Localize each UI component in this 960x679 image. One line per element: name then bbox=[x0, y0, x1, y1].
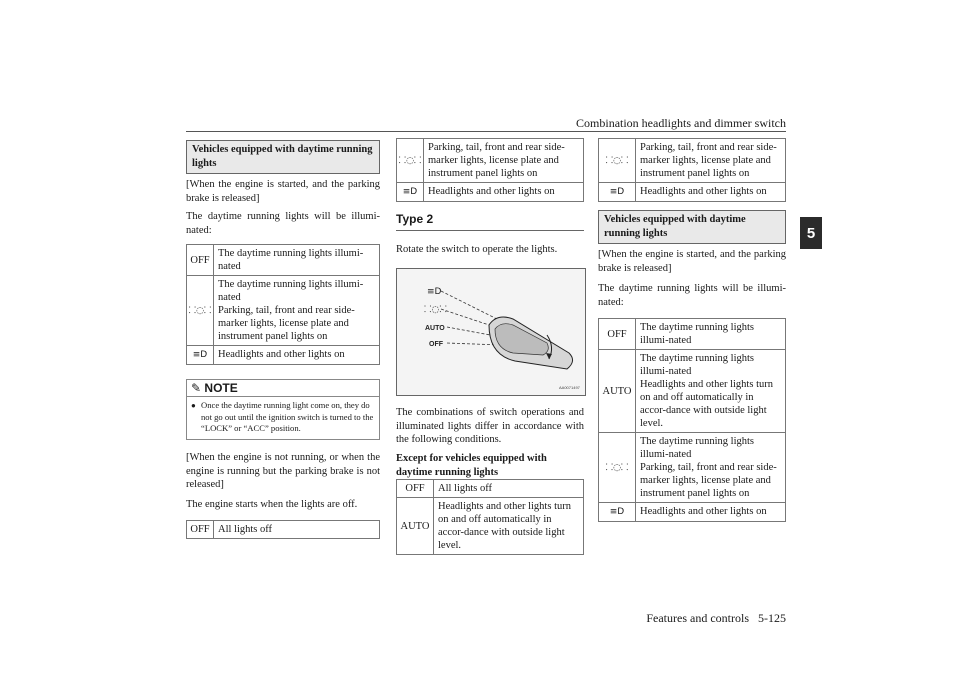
col1-paragraph-4: The engine starts when the lights are off. bbox=[186, 499, 358, 510]
row-description: The daytime running lights illumi-nated Parking, tail, front and rear side-marker lights, license plate and instrument panel lights on bbox=[214, 276, 380, 346]
row-description: The daytime running lights illumi-nated Headlights and other lights turn on and off automatically in accor-dance with outside light level. bbox=[636, 350, 786, 433]
col2-lights-table bbox=[396, 138, 584, 202]
parking-lights-cell bbox=[397, 139, 424, 183]
note-text: Once the daytime running light come on, they do not go out until the ignition switch is turned to the “LOCK” or “ACC” position. bbox=[201, 400, 374, 433]
col2-paragraph-2: The combinations of switch operations and illuminated lights differ in accordance with the following conditions. bbox=[396, 407, 584, 445]
switch-position-off: OFF bbox=[187, 245, 214, 276]
bullet-icon: ● bbox=[191, 401, 196, 410]
heading-rule bbox=[396, 230, 584, 231]
col2-subheading: Except for vehicles equipped with daytime running lights bbox=[396, 453, 547, 478]
headlights-icon: ≡D bbox=[609, 507, 625, 517]
headlights-icon: ≡D bbox=[609, 187, 625, 197]
note-title-text: NOTE bbox=[204, 381, 238, 395]
switch-position-off: OFF bbox=[599, 319, 636, 350]
row-description: The daytime running lights illumi-nated bbox=[214, 245, 380, 276]
col1-off-table bbox=[186, 520, 380, 539]
table-row bbox=[599, 433, 786, 503]
page-header-title: Combination headlights and dimmer switch bbox=[576, 116, 786, 130]
figure-label-off: OFF bbox=[429, 341, 443, 348]
table-row bbox=[397, 480, 584, 498]
parking-lights-icon: ⸬◌⸬ bbox=[605, 155, 629, 166]
drl-heading-box: Vehicles equipped with daytime running lights bbox=[598, 210, 786, 244]
page-footer bbox=[560, 611, 786, 626]
svg-text:≡D: ≡D bbox=[427, 287, 442, 297]
parking-lights-icon: ⸬◌⸬ bbox=[605, 462, 629, 473]
headlights-icon: ≡D bbox=[192, 350, 208, 360]
footer-page-number: 5-125 bbox=[758, 611, 786, 625]
switch-position-auto: AUTO bbox=[397, 498, 434, 555]
col3-lights-table bbox=[598, 138, 786, 202]
table-row bbox=[187, 346, 380, 365]
drl-heading-box: Vehicles equipped with daytime running lights bbox=[186, 140, 380, 174]
col1-paragraph-1: [When the engine is started, and the parking brake is released] bbox=[186, 179, 380, 204]
row-description: Headlights and other lights turn on and off automatically in accor-dance with outside light level. bbox=[434, 498, 584, 555]
parking-lights-cell bbox=[599, 139, 636, 183]
parking-lights-cell bbox=[599, 433, 636, 503]
note-box bbox=[186, 379, 380, 440]
row-description: Headlights and other lights on bbox=[424, 183, 584, 202]
headlights-cell bbox=[187, 346, 214, 365]
col1-paragraph-3: [When the engine is not running, or when the engine is running but the parking brake is not released] bbox=[186, 452, 380, 490]
table-row bbox=[187, 521, 380, 539]
row-description: All lights off bbox=[434, 480, 584, 498]
note-title bbox=[187, 380, 379, 397]
col1-lights-table bbox=[186, 244, 380, 365]
col2-paragraph-1: Rotate the switch to operate the lights. bbox=[396, 244, 558, 255]
row-description: All lights off bbox=[214, 521, 380, 539]
table-row bbox=[397, 183, 584, 202]
row-description: Headlights and other lights on bbox=[636, 183, 786, 202]
row-description: Headlights and other lights on bbox=[636, 503, 786, 522]
table-row bbox=[397, 498, 584, 555]
row-description: The daytime running lights illumi-nated Parking, tail, front and rear side-marker lights, license plate and instrument panel lights on bbox=[636, 433, 786, 503]
col3-paragraph-2: The daytime running lights will be illumi-nated: bbox=[598, 283, 786, 308]
section-tab: 5 bbox=[800, 217, 822, 249]
type-2-heading: Type 2 bbox=[396, 212, 434, 226]
table-row bbox=[599, 503, 786, 522]
table-row bbox=[187, 276, 380, 346]
switch-position-off: OFF bbox=[187, 521, 214, 539]
svg-text:⸬◌⸬: ⸬◌⸬ bbox=[424, 305, 447, 315]
col2-auto-table bbox=[396, 479, 584, 555]
row-description: The daytime running lights illumi-nated bbox=[636, 319, 786, 350]
row-description: Headlights and other lights on bbox=[214, 346, 380, 365]
headlights-cell bbox=[397, 183, 424, 202]
header-rule bbox=[186, 131, 786, 132]
table-row bbox=[397, 139, 584, 183]
parking-lights-cell bbox=[187, 276, 214, 346]
headlights-cell bbox=[599, 183, 636, 202]
col3-drl-table bbox=[598, 318, 786, 522]
switch-position-auto: AUTO bbox=[599, 350, 636, 433]
note-body bbox=[187, 397, 379, 439]
col3-paragraph-1: [When the engine is started, and the parking brake is released] bbox=[598, 249, 786, 274]
figure-label-auto: AUTO bbox=[425, 325, 445, 332]
footer-section-label: Features and controls bbox=[646, 611, 749, 625]
note-icon: ✎ bbox=[191, 381, 202, 395]
table-row bbox=[599, 350, 786, 433]
figure-code: AA0071497 bbox=[559, 385, 580, 390]
table-row bbox=[187, 245, 380, 276]
parking-lights-icon: ⸬◌⸬ bbox=[398, 155, 422, 166]
lever-illustration bbox=[397, 269, 585, 395]
switch-position-off: OFF bbox=[397, 480, 434, 498]
headlights-cell bbox=[599, 503, 636, 522]
row-description: Parking, tail, front and rear side-marker lights, license plate and instrument panel lights on bbox=[424, 139, 584, 183]
table-row bbox=[599, 319, 786, 350]
table-row bbox=[599, 183, 786, 202]
switch-figure bbox=[396, 268, 586, 396]
row-description: Parking, tail, front and rear side-marker lights, license plate and instrument panel lights on bbox=[636, 139, 786, 183]
table-row bbox=[599, 139, 786, 183]
parking-lights-icon: ⸬◌⸬ bbox=[188, 305, 212, 316]
col1-paragraph-2: The daytime running lights will be illumi-nated: bbox=[186, 211, 380, 236]
headlights-icon: ≡D bbox=[402, 187, 418, 197]
